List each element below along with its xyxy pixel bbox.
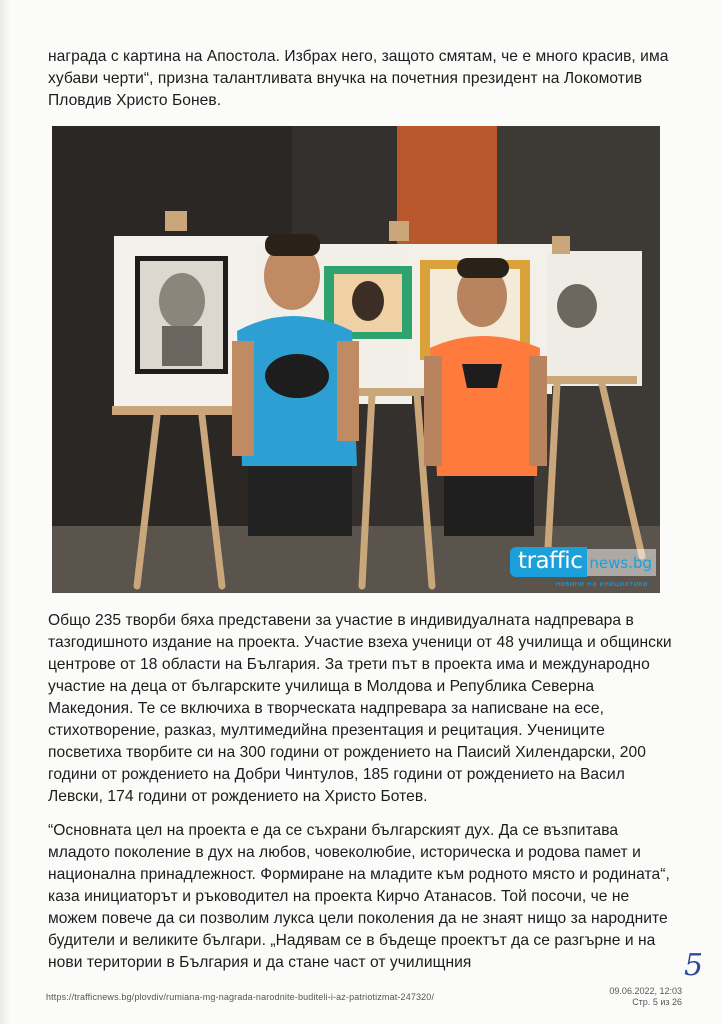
quote-paragraph: “Основната цел на проекта е да се съхрани българският дух. Да се възпитава младото поколение в дух на любов, човеколюбие, историческа и родова памет и национална принадлежност. Формиране на младите към родното място и родината“, каза инициаторът и ръководител на проекта Кирчо Атанасов. Той посочи, че не можем повече да си позволим лукса цели поколения да не знаят нищо за народните будители и великите българи. „Надявам се в бъдеще проектът да се разгърне и на нови територии в България и да стане част от училищния [48,822,670,971]
article-photo [52,126,660,593]
watermark-main: traffic [510,547,587,577]
photo-illustration [52,126,660,593]
footer-url: https://trafficnews.bg/plovdiv/rumiana-mg-nagrada-narodnite-buditeli-i-az-patriotizmat-247320/ [46,992,435,1002]
handwritten-page-number: 5 [684,948,704,983]
body-paragraph: Общо 235 творби бяха представени за участие в индивидуалната надпревара в тазгодишното издание на проекта. Участие взеха ученици от 48 училища и общински центрове от 18 области на България. За трети път в проекта има и международно участие на деца от българските училища в Молдова и Република Северна Македония. Те се включиха в творческата надпревара за написване на есе, стихотворение, разказ, мултимедийна презентация и рецитация. Учениците посветиха творбите си на 300 години от рождението на Паисий Хилендарски, 200 години от рождението на Добри Чинтулов, 185 години от рождението на Васил Левски, 174 години от рождението на Христо Ботев. [48,612,672,805]
page-edge [0,0,10,1024]
watermark-subtitle: новини на инициативи [555,580,648,588]
footer-page-info: Стр. 5 из 26 [632,997,682,1007]
trafficnews-watermark [510,547,656,588]
footer-datetime: 09.06.2022, 12:03 [609,986,682,996]
watermark-tail: news.bg [587,549,656,576]
intro-paragraph: награда с картина на Апостола. Избрах него, защото смятам, че е много красив, има хубави черти“, призна талантливата внучка на почетния президент на Локомотив Пловдив Христо Бонев. [48,48,669,109]
footer-meta [609,986,682,1008]
